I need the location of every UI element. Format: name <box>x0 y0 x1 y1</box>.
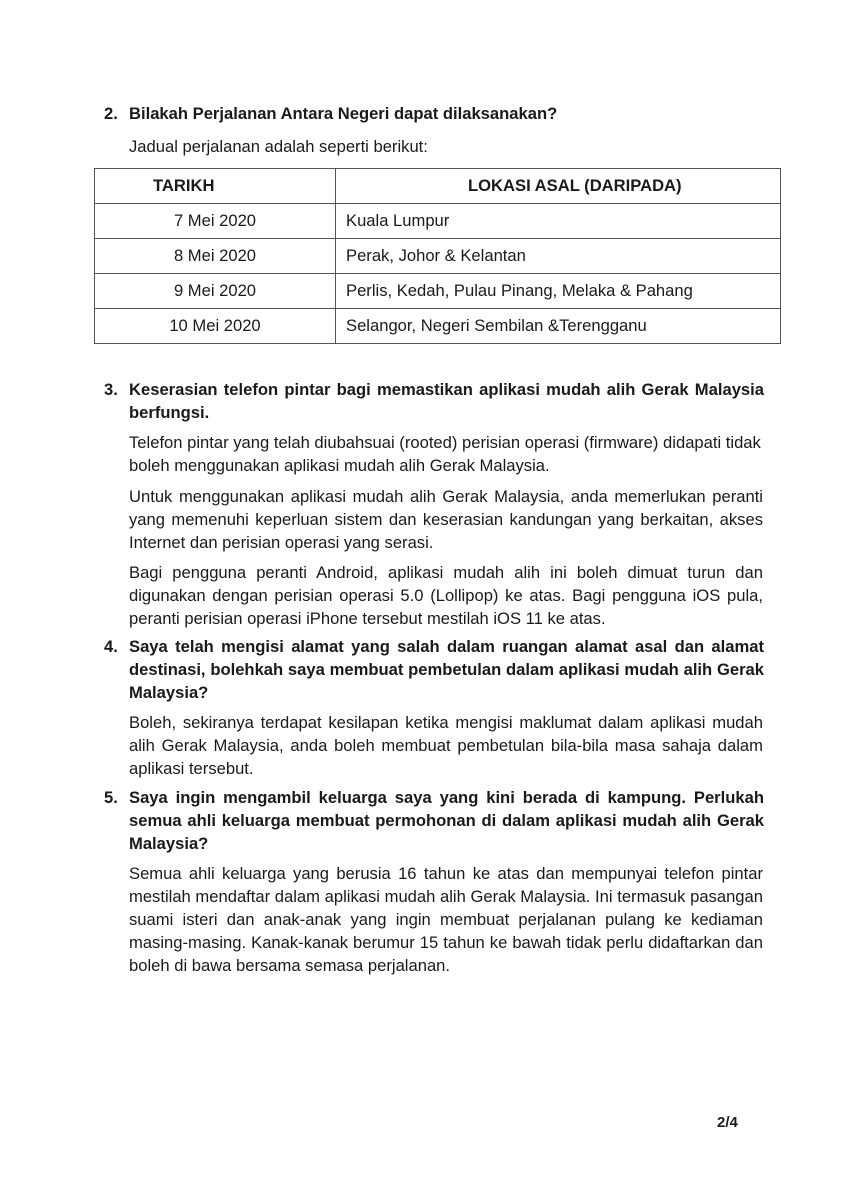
q4-number: 4. <box>104 637 118 656</box>
q3-paragraph-3: Bagi pengguna peranti Android, aplikasi mudah alih ini boleh dimuat turun dan digunakan dengan perisian operasi 5.0 (Lollipop) ke atas. Bagi pengguna iOS pula, peranti perisian operasi iPhone tersebut mestilah iOS 11 ke atas. <box>129 563 763 628</box>
table-row <box>95 274 781 309</box>
table-row <box>95 239 781 274</box>
q5-paragraph-1: Semua ahli keluarga yang berusia 16 tahun ke atas dan mempunyai telefon pintar mestilah mendaftar dalam aplikasi mudah alih Gerak Malaysia. Ini termasuk pasangan suami isteri dan anak-anak yang ingin membuat perjalanan pulang ke kediaman masing-masing. Kanak-kanak berumur 15 tahun ke bawah tidak perlu didaftarkan dan boleh di bawa bersama semasa perjalanan. <box>129 864 763 975</box>
q2-number: 2. <box>104 104 118 123</box>
row-location: Selangor, Negeri Sembilan &Terengganu <box>336 309 781 344</box>
q3-number: 3. <box>104 380 118 399</box>
q3-title: Keserasian telefon pintar bagi memastikan aplikasi mudah alih Gerak Malaysia berfungsi. <box>129 380 764 422</box>
header-location: LOKASI ASAL (DARIPADA) <box>336 169 781 204</box>
schedule-table <box>94 168 781 344</box>
row-location: Perlis, Kedah, Pulau Pinang, Melaka & Pahang <box>336 274 781 309</box>
row-location: Perak, Johor & Kelantan <box>336 239 781 274</box>
q5-number: 5. <box>104 788 118 807</box>
row-date: 10 Mei 2020 <box>95 309 336 344</box>
table-row <box>95 204 781 239</box>
row-location: Kuala Lumpur <box>336 204 781 239</box>
q3-paragraph-1: Telefon pintar yang telah diubahsuai (rooted) perisian operasi (firmware) didapati tidak boleh menggunakan aplikasi mudah alih Gerak Malaysia. <box>129 433 761 475</box>
row-date: 8 Mei 2020 <box>95 239 336 274</box>
header-date: TARIKH <box>95 169 336 204</box>
q2-heading <box>104 102 764 125</box>
row-date: 7 Mei 2020 <box>95 204 336 239</box>
q3-paragraph-2: Untuk menggunakan aplikasi mudah alih Gerak Malaysia, anda memerlukan peranti yang memenuhi keperluan sistem dan keserasian kandungan yang berkaitan, akses Internet dan perisian operasi yang serasi. <box>129 487 763 552</box>
row-date: 9 Mei 2020 <box>95 274 336 309</box>
q5-heading <box>104 786 764 855</box>
q3-heading <box>104 378 764 424</box>
page-number: 2/4 <box>717 1114 738 1131</box>
table-header-row <box>95 169 781 204</box>
q4-heading <box>104 635 764 704</box>
q2-title: Bilakah Perjalanan Antara Negeri dapat dilaksanakan? <box>129 104 558 123</box>
q2-intro: Jadual perjalanan adalah seperti berikut: <box>129 137 428 156</box>
q5-title: Saya ingin mengambil keluarga saya yang kini berada di kampung. Perlukah semua ahli keluarga membuat permohonan di dalam aplikasi mudah alih Gerak Malaysia? <box>129 788 764 853</box>
q4-title: Saya telah mengisi alamat yang salah dalam ruangan alamat asal dan alamat destinasi, bolehkah saya membuat pembetulan dalam aplikasi mudah alih Gerak Malaysia? <box>129 637 764 702</box>
table-row <box>95 309 781 344</box>
q4-paragraph-1: Boleh, sekiranya terdapat kesilapan ketika mengisi maklumat dalam aplikasi mudah alih Gerak Malaysia, anda boleh membuat pembetulan bila-bila masa sahaja dalam aplikasi tersebut. <box>129 713 763 778</box>
